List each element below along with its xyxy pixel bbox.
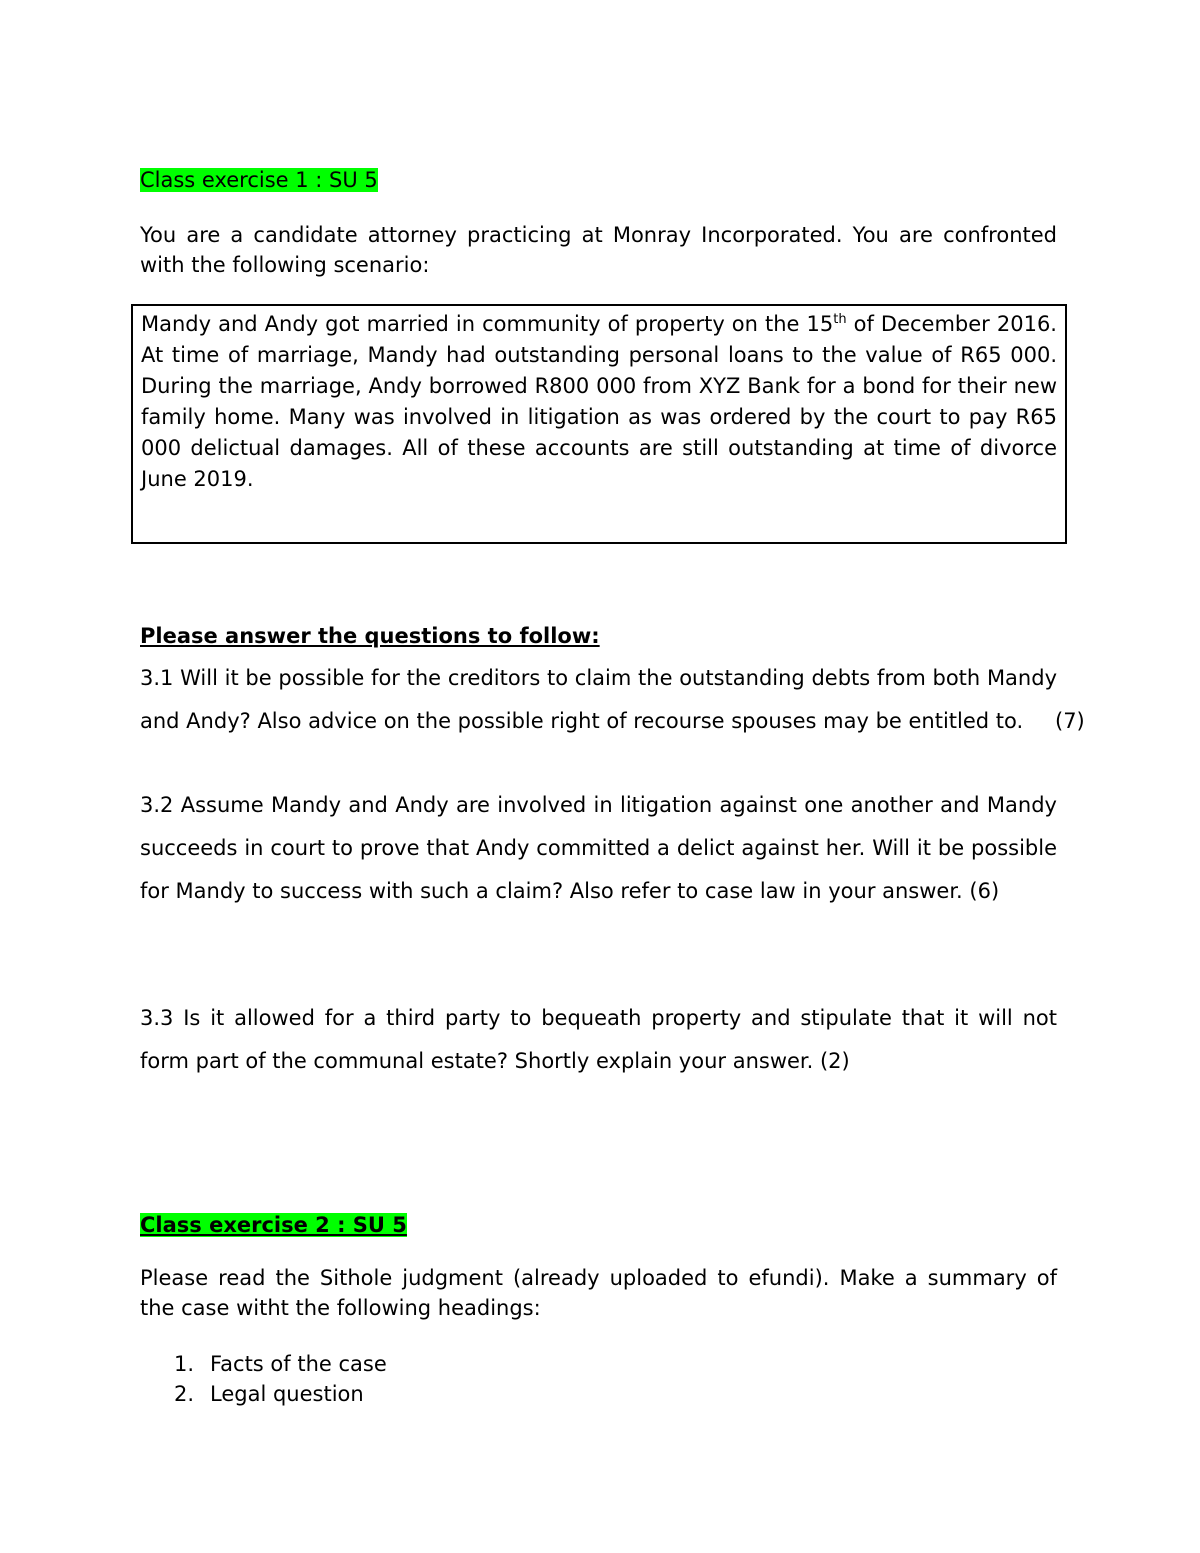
exercise-2-heading-text: Class exercise 2 : SU 5 xyxy=(140,1213,407,1237)
question-3-1 xyxy=(140,657,1057,743)
scenario-text xyxy=(141,309,1057,495)
scenario-box xyxy=(131,304,1067,544)
scenario-text-part-2: of December 2016. At time of marriage, Mandy had outstanding personal loans to the value of R65 000. During the marriage, Andy borrowed R800 000 from XYZ Bank for a bond for their new family home. Many was involved in litigation as was ordered by the court to pay R65 000 delictual damages. All of these accounts are still outstanding at time of divorce June 2019. xyxy=(141,312,1057,491)
list-item xyxy=(174,1349,387,1379)
question-3-2-marks: (6) xyxy=(969,879,1000,903)
question-3-1-marks: (7) xyxy=(1055,709,1085,733)
list-item-number: 2. xyxy=(174,1382,195,1406)
exercise-1-heading-text: Class exercise 1 : SU 5 xyxy=(140,168,378,192)
question-3-3-marks: (2) xyxy=(819,1049,850,1073)
list-item xyxy=(174,1379,387,1409)
exercise-1-heading xyxy=(140,166,1057,194)
question-3-2 xyxy=(140,784,1057,913)
scenario-text-part-1: Mandy and Andy got married in community of property on the 15 xyxy=(141,312,834,336)
scenario-superscript: th xyxy=(833,312,847,327)
question-3-3-text: 3.3 Is it allowed for a third party to bequeath property and stipulate that it will not form part of the communal estate? Shortly explain your answer. xyxy=(140,1006,1057,1073)
list-item-number: 1. xyxy=(174,1352,195,1376)
exercise-1-intro: You are a candidate attorney practicing at Monray Incorporated. You are confronted with the following scenario: xyxy=(140,223,1057,277)
exercise-2-heading xyxy=(140,1211,1057,1239)
list-item-label: Legal question xyxy=(210,1382,364,1406)
headings-list xyxy=(174,1349,387,1409)
list-item-label: Facts of the case xyxy=(210,1352,387,1376)
questions-title: Please answer the questions to follow: xyxy=(140,624,600,648)
question-3-1-text: 3.1 Will it be possible for the creditors to claim the outstanding debts from both Mandy and Andy? Also advice on the possible right of recourse spouses may be entitled to. xyxy=(140,666,1057,733)
exercise-2-intro: Please read the Sithole judgment (already uploaded to efundi). Make a summary of the case witht the following headings: xyxy=(140,1266,1057,1320)
question-3-2-text: 3.2 Assume Mandy and Andy are involved in litigation against one another and Mandy succeeds in court to prove that Andy committed a delict against her. Will it be possible for Mandy to success with such a claim? Also refer to case law in your answer. xyxy=(140,793,1057,903)
question-3-3 xyxy=(140,997,1057,1083)
